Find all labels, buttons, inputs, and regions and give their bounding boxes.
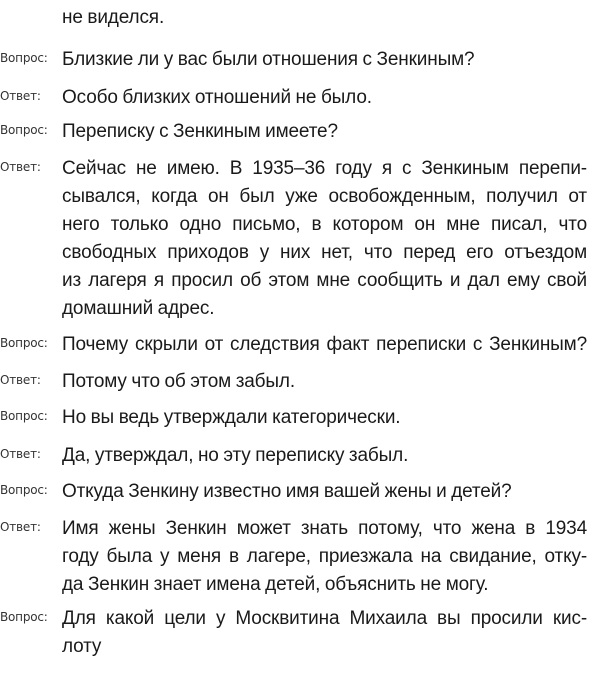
entry-text (62, 605, 587, 661)
entry-text (62, 478, 587, 506)
text-line: него только одно письмо, в котором он мне писал, что (62, 214, 587, 235)
entry-text (62, 404, 587, 432)
speaker-label: Вопрос: (0, 336, 48, 350)
entry-text (62, 155, 587, 323)
text-line: Да, утверждал, но эту переписку забыл. (62, 445, 409, 466)
speaker-label: Ответ: (0, 160, 41, 174)
text-line: свободных приходов у них нет, что перед его отъездом (62, 242, 587, 263)
text-line: Переписку с Зенкиным имеете? (62, 121, 338, 142)
text-line: домашний адрес. (62, 298, 215, 319)
speaker-label: Ответ: (0, 520, 41, 534)
speaker-label: Вопрос: (0, 51, 48, 65)
speaker-label: Вопрос: (0, 610, 48, 624)
speaker-label: Вопрос: (0, 483, 48, 497)
text-line: Особо близких отношений не было. (62, 87, 372, 108)
speaker-label: Ответ: (0, 89, 41, 103)
speaker-label: Вопрос: (0, 409, 48, 423)
entry-text (62, 46, 587, 74)
text-line: Имя жены Зенкин может знать потому, что жена в 1934 (62, 518, 587, 539)
text-line: Откуда Зенкину известно имя вашей жены и детей? (62, 481, 512, 502)
entry-text (62, 442, 587, 470)
text-line: году была у меня в лагере, приезжала на свидание, отку- (62, 546, 587, 567)
entry-text (62, 84, 587, 112)
entry-text (62, 118, 587, 146)
text-line: из лагеря я просил об этом мне сообщить и дал ему свой (62, 270, 587, 291)
text-line: Потому что об этом забыл. (62, 371, 295, 392)
text-line: лоту (62, 636, 102, 657)
text-line: Но вы ведь утверждали категорически. (62, 407, 401, 428)
entry-text (62, 331, 587, 359)
text-line: Для какой цели у Москвитина Михаила вы просили кис- (62, 608, 587, 629)
speaker-label: Вопрос: (0, 123, 48, 137)
speaker-label: Ответ: (0, 447, 41, 461)
text-line: сывался, когда он был уже освобожденным, получил от (62, 186, 587, 207)
text-line: да Зенкин знает имена детей, объяснить не могу. (62, 574, 489, 595)
text-line: Сейчас не имею. В 1935–36 году я с Зенкиным перепи- (62, 158, 587, 179)
continuation-text: не виделся. (62, 7, 165, 28)
speaker-label: Ответ: (0, 373, 41, 387)
entry-text (62, 368, 587, 396)
text-line: Почему скрыли от следствия факт переписки с Зенкиным? (62, 334, 587, 355)
entry-text (62, 515, 587, 599)
text-line: Близкие ли у вас были отношения с Зенкиным? (62, 49, 475, 70)
